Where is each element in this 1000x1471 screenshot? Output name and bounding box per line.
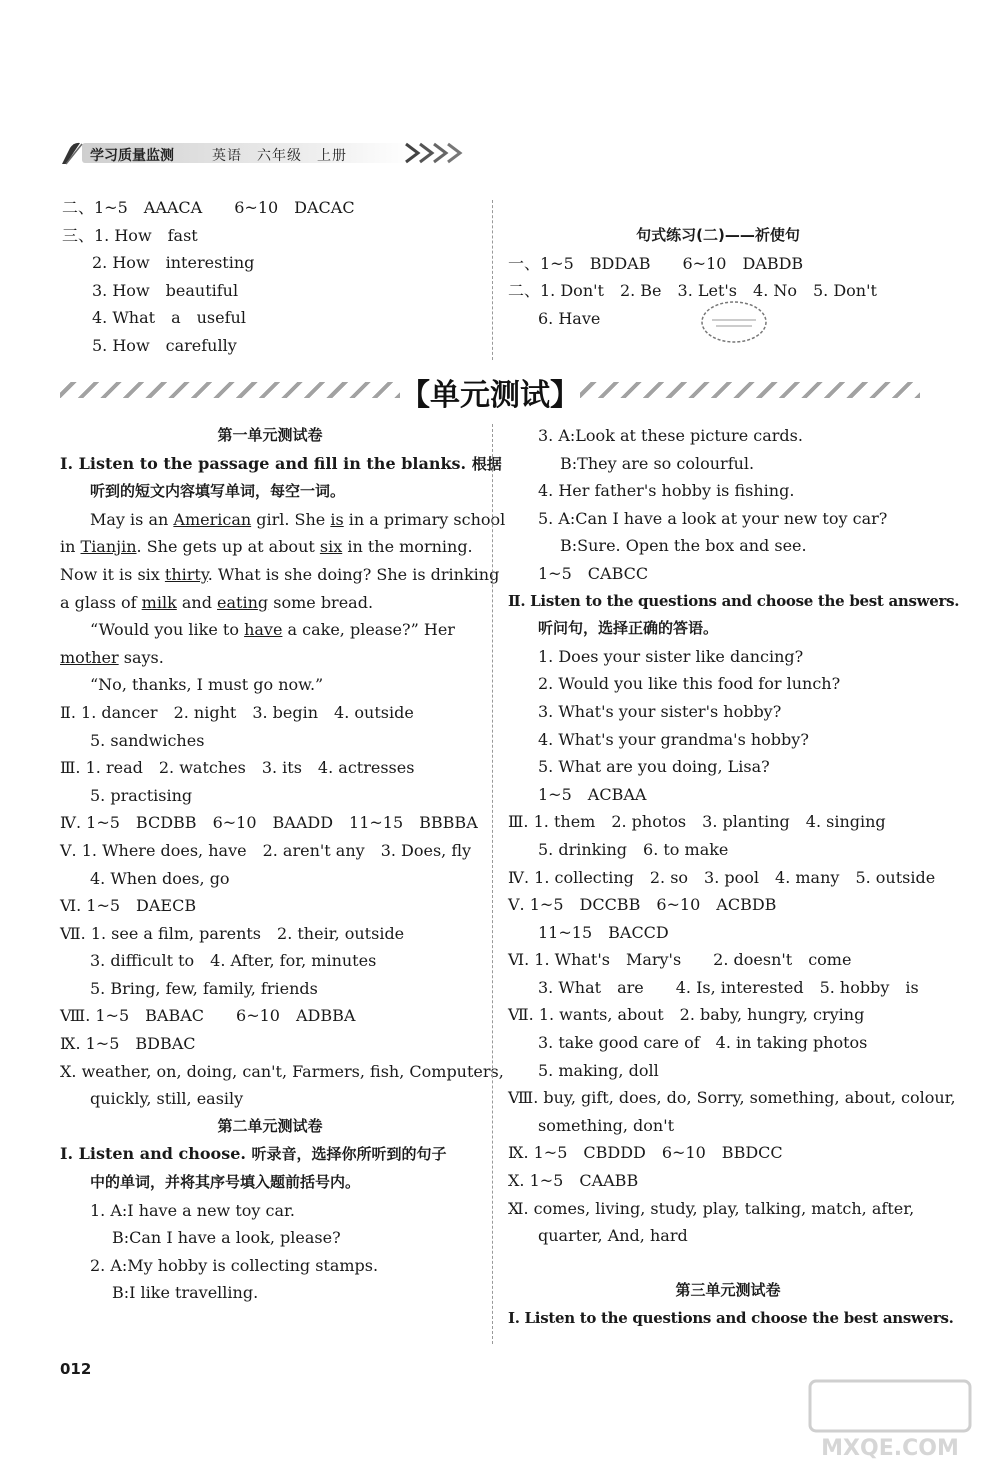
- running-header: [64, 140, 434, 166]
- answer-line: 二、1~5 AAACA 6~10 DACAC: [62, 198, 355, 217]
- answer-line: Ⅲ. 1. them 2. photos 3. planting 4. singing: [508, 812, 886, 832]
- answer-line: Ⅴ. 1~5 DCCBB 6~10 ACBDB: [508, 895, 777, 915]
- answer-line: 5. making, doll: [538, 1060, 659, 1080]
- dialogue-line: B:They are so colourful.: [560, 453, 755, 473]
- answer-line: quarter, And, hard: [538, 1226, 688, 1246]
- question-line: 5. What are you doing, Lisa?: [538, 757, 770, 777]
- answer-line: Ⅷ. buy, gift, does, do, Sorry, something, about, colour,: [508, 1088, 956, 1108]
- watermark-text: MXQE.COM: [821, 1436, 959, 1461]
- passage-line: “No, thanks, I must go now.”: [90, 675, 324, 695]
- answer-line: Ⅴ. 1. Where does, have 2. aren't any 3. Does, fly: [60, 840, 472, 860]
- answer-line: 6. Have: [538, 308, 601, 328]
- answer-line: 5. How carefully: [92, 335, 237, 355]
- passage-line: in Tianjin. She gets up at about six in the morning.: [60, 537, 473, 557]
- question-line: 3. What's your sister's hobby?: [538, 701, 782, 721]
- answer-line: 5. practising: [90, 785, 193, 805]
- answer-line: Ⅺ. comes, living, study, play, talking, match, after,: [508, 1198, 915, 1218]
- header-subject: 英语 六年级 上册: [212, 148, 347, 164]
- header-book-title: 学习质量监测: [90, 148, 174, 164]
- unit2-q1-instruction: 中的单词，并将其序号填入题前括号内。: [90, 1173, 361, 1192]
- answer-line: Ⅹ. weather, on, doing, can't, Farmers, fish, Computers,: [60, 1061, 504, 1081]
- answer-line: Ⅱ. 1. dancer 2. night 3. begin 4. outside: [60, 702, 414, 722]
- right-column: [508, 422, 960, 1333]
- unit3-q1-heading: Ⅰ. Listen to the questions and choose the best answers.: [508, 1309, 954, 1327]
- banner-stripes-right: [580, 382, 920, 398]
- dialogue-line: 2. A:My hobby is collecting stamps.: [90, 1255, 379, 1275]
- section-title: 句式练习(二)——祈使句: [636, 226, 800, 244]
- answer-line: 3. How beautiful: [92, 280, 239, 300]
- answer-line: 5. sandwiches: [90, 730, 205, 750]
- passage-line: May is an American girl. She is in a primary school: [90, 509, 506, 529]
- dialogue-line: 1. A:I have a new toy car.: [90, 1200, 295, 1220]
- q2-instruction: 听问句，选择正确的答语。: [538, 619, 719, 638]
- seal-stamp-icon: [698, 298, 770, 346]
- answer-line: Ⅳ. 1~5 BCDBB 6~10 BAADD 11~15 BBBBA: [60, 813, 478, 833]
- answer-line: Ⅶ. 1. see a film, parents 2. their, outside: [60, 923, 405, 943]
- answer-line: 4. What a useful: [92, 308, 246, 328]
- chevron-arrows-icon: [404, 142, 504, 164]
- dialogue-line: B:Sure. Open the box and see.: [560, 536, 807, 556]
- answer-line: Ⅸ. 1~5 BDBAC: [60, 1034, 196, 1054]
- answer-line: something, don't: [538, 1115, 675, 1135]
- q1-cn: 听录音，选择你所听到的句子: [251, 1145, 447, 1164]
- answer-line: 二、1. Don't 2. Be 3. Let's 4. No 5. Don't: [508, 281, 877, 301]
- answer-line: Ⅹ. 1~5 CAABB: [508, 1171, 639, 1191]
- top-left-answers: [62, 194, 482, 360]
- dialogue-line: 3. A:Look at these picture cards.: [538, 426, 803, 445]
- answer-line: Ⅵ. 1~5 DAECB: [60, 896, 197, 916]
- answer-line: Ⅵ. 1. What's Mary's 2. doesn't come: [508, 950, 852, 970]
- answer-line: 1~5 CABCC: [538, 563, 649, 583]
- banner-stripes-left: [60, 382, 400, 398]
- unit1-q1-heading: [60, 450, 502, 479]
- dialogue-line: B:Can I have a look, please?: [112, 1228, 341, 1248]
- answer-line: Ⅶ. 1. wants, about 2. baby, hungry, crying: [508, 1005, 865, 1025]
- q1-en: Ⅰ. Listen and choose.: [60, 1144, 246, 1164]
- banner-title: 【单元测试】: [400, 378, 580, 413]
- answer-line: 3. take good care of 4. in taking photos: [538, 1033, 868, 1053]
- page-number: 012: [60, 1360, 92, 1378]
- unit1-q1-instruction: 听到的短文内容填写单词，每空一词。: [90, 482, 346, 501]
- answer-line: 3. difficult to 4. After, for, minutes: [90, 951, 377, 971]
- passage-line: mother says.: [60, 647, 164, 667]
- q1-cn: 根据: [471, 454, 502, 473]
- column-divider-bottom: [492, 424, 493, 1344]
- passage-line: “Would you like to have a cake, please?” Her: [90, 620, 455, 640]
- q2-heading: Ⅱ. Listen to the questions and choose the best answers.: [508, 591, 960, 610]
- unit1-title: 第一单元测试卷: [217, 426, 323, 444]
- question-line: 2. Would you like this food for lunch?: [538, 674, 841, 694]
- q1-en: Ⅰ. Listen to the passage and fill in the blanks.: [60, 453, 467, 473]
- unit2-q1-heading: [60, 1140, 480, 1169]
- dialogue-line: 5. A:Can I have a look at your new toy car?: [538, 508, 888, 528]
- answer-line: quickly, still, easily: [90, 1089, 244, 1109]
- answer-line: Ⅳ. 1. collecting 2. so 3. pool 4. many 5. outside: [508, 867, 936, 887]
- passage-line: Now it is six thirty. What is she doing? She is drinking: [60, 564, 500, 584]
- answer-line: 三、1. How fast: [62, 225, 198, 245]
- unit3-title: 第三单元测试卷: [675, 1281, 781, 1300]
- passage-line: a glass of milk and eating some bread.: [60, 592, 374, 612]
- spacer: [508, 1250, 948, 1278]
- unit2-title: 第二单元测试卷: [217, 1116, 323, 1135]
- answer-line: 11~15 BACCD: [538, 922, 669, 942]
- answer-line: Ⅸ. 1~5 CBDDD 6~10 BBDCC: [508, 1143, 783, 1163]
- answer-line: 4. When does, go: [90, 868, 230, 888]
- answer-line: 1~5 ACBAA: [538, 784, 647, 804]
- question-line: 1. Does your sister like dancing?: [538, 646, 804, 666]
- dialogue-line: B:I like travelling.: [112, 1283, 259, 1303]
- answer-line: 3. What are 4. Is, interested 5. hobby is: [538, 977, 919, 997]
- answer-line: 一、1~5 BDDAB 6~10 DABDB: [508, 253, 804, 273]
- left-column: [60, 422, 506, 1307]
- dialogue-line: 4. Her father's hobby is fishing.: [538, 481, 795, 501]
- answer-line: 5. drinking 6. to make: [538, 839, 729, 859]
- column-divider-top: [492, 200, 493, 360]
- answer-line: 2. How interesting: [92, 253, 255, 273]
- section-banner: [60, 372, 920, 413]
- pen-icon: [60, 140, 88, 166]
- watermark-logo-icon: [800, 1375, 980, 1465]
- question-line: 4. What's your grandma's hobby?: [538, 729, 809, 749]
- answer-line: Ⅲ. 1. read 2. watches 3. its 4. actresses: [60, 758, 415, 778]
- answer-line: Ⅷ. 1~5 BABAC 6~10 ADBBA: [60, 1006, 356, 1026]
- answer-line: 5. Bring, few, family, friends: [90, 978, 318, 998]
